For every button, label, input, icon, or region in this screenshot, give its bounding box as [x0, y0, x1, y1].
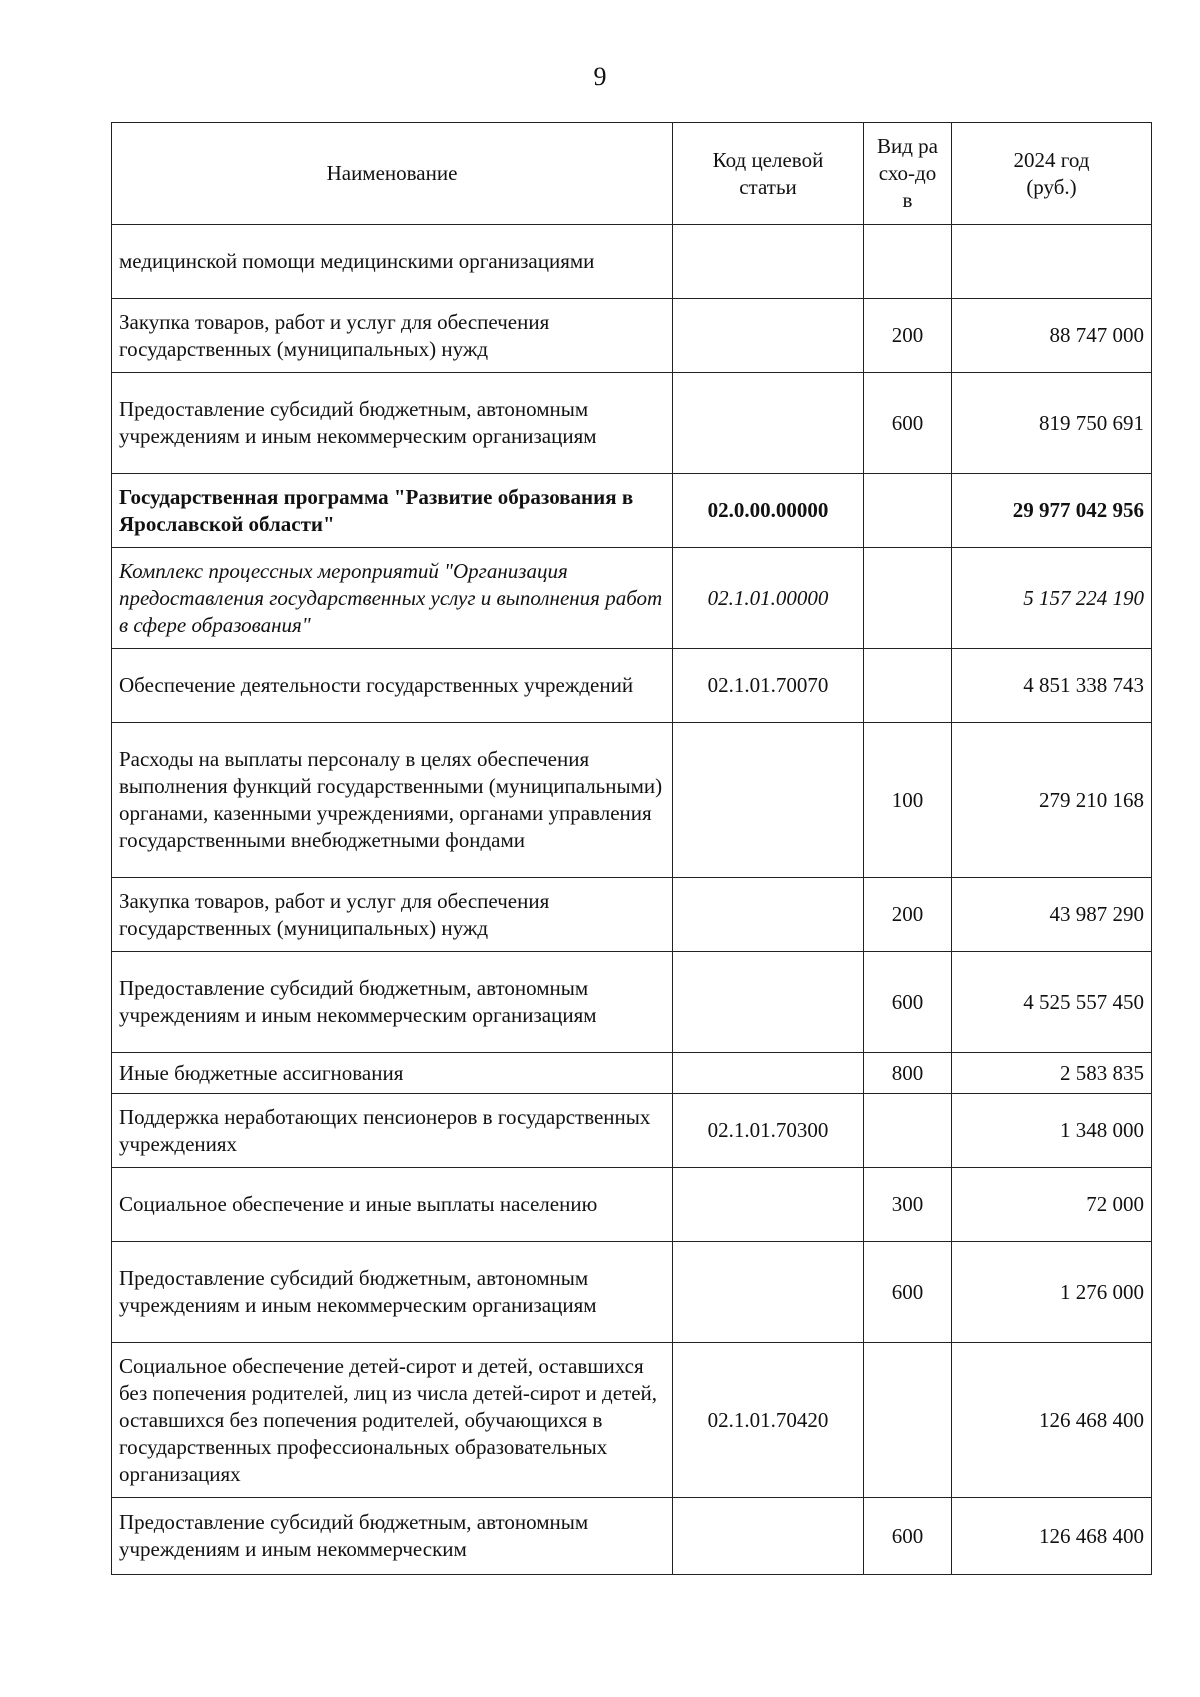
row-sum: 72 000 [952, 1168, 1152, 1242]
page-number: 9 [593, 62, 607, 91]
table-row-complex [112, 548, 1152, 649]
row-code [673, 952, 864, 1053]
row-sum: 43 987 290 [952, 878, 1152, 952]
row-type [864, 1343, 952, 1498]
table-row [112, 299, 1152, 373]
table-row [112, 649, 1152, 723]
row-name: Предоставление субсидий бюджетным, автономным учреждениям и иным некоммерческим организациям [112, 952, 673, 1053]
row-code: 02.1.01.70300 [673, 1094, 864, 1168]
row-sum: 4 851 338 743 [952, 649, 1152, 723]
row-code: 02.1.01.70070 [673, 649, 864, 723]
table-row [112, 1242, 1152, 1343]
row-name: Социальное обеспечение и иные выплаты населению [112, 1168, 673, 1242]
row-code: 02.0.00.00000 [673, 474, 864, 548]
row-type: 800 [864, 1053, 952, 1094]
row-sum: 1 348 000 [952, 1094, 1152, 1168]
row-name: Закупка товаров, работ и услуг для обеспечения государственных (муниципальных) нужд [112, 878, 673, 952]
row-type: 600 [864, 1242, 952, 1343]
row-sum: 29 977 042 956 [952, 474, 1152, 548]
row-name: Закупка товаров, работ и услуг для обеспечения государственных (муниципальных) нужд [112, 299, 673, 373]
row-code: 02.1.01.70420 [673, 1343, 864, 1498]
row-code [673, 225, 864, 299]
row-sum: 1 276 000 [952, 1242, 1152, 1343]
table-row [112, 1053, 1152, 1094]
row-name: Расходы на выплаты персоналу в целях обеспечения выполнения функций государственными (муниципальными) органами, казенными учреждениями, органами управления государственными внебюджетными фондами [112, 723, 673, 878]
table-row [112, 225, 1152, 299]
header-type-label: Вид расхо-дов [876, 134, 938, 212]
row-code [673, 373, 864, 474]
row-sum: 126 468 400 [952, 1498, 1152, 1575]
table-row [112, 1094, 1152, 1168]
row-code [673, 1053, 864, 1094]
row-type: 600 [864, 373, 952, 474]
row-name: Предоставление субсидий бюджетным, автономным учреждениям и иным некоммерческим организациям [112, 373, 673, 474]
table-row [112, 878, 1152, 952]
row-name: медицинской помощи медицинскими организациями [112, 225, 673, 299]
table-row [112, 1343, 1152, 1498]
header-sum [952, 123, 1152, 225]
row-type: 200 [864, 299, 952, 373]
row-type: 600 [864, 952, 952, 1053]
row-type: 600 [864, 1498, 952, 1575]
row-code [673, 1168, 864, 1242]
header-code-label: Код целевой статьи [712, 147, 824, 199]
row-type [864, 1094, 952, 1168]
row-name: Предоставление субсидий бюджетным, автономным учреждениям и иным некоммерческим [112, 1498, 673, 1575]
header-name: Наименование [112, 123, 673, 225]
header-type [864, 123, 952, 225]
row-name: Обеспечение деятельности государственных учреждений [112, 649, 673, 723]
row-type [864, 225, 952, 299]
table-row [112, 952, 1152, 1053]
row-type [864, 649, 952, 723]
table-row [112, 723, 1152, 878]
table-row-program [112, 474, 1152, 548]
table-row [112, 1168, 1152, 1242]
header-sum-label: 2024 год (руб.) [1013, 147, 1090, 199]
row-sum: 4 525 557 450 [952, 952, 1152, 1053]
row-code: 02.1.01.00000 [673, 548, 864, 649]
table-row [112, 373, 1152, 474]
row-sum: 279 210 168 [952, 723, 1152, 878]
row-name: Поддержка неработающих пенсионеров в государственных учреждениях [112, 1094, 673, 1168]
row-name: Социальное обеспечение детей-сирот и детей, оставшихся без попечения родителей, лиц из числа детей-сирот и детей, оставшихся без попечения родителей, обучающихся в государственных профессиональных образовательных организациях [112, 1343, 673, 1498]
row-code [673, 1242, 864, 1343]
row-code [673, 878, 864, 952]
row-name: Комплекс процессных мероприятий "Организация предоставления государственных услуг и выполнения работ в сфере образования" [112, 548, 673, 649]
row-type: 300 [864, 1168, 952, 1242]
row-code [673, 1498, 864, 1575]
budget-table [111, 122, 1152, 1575]
row-name: Иные бюджетные ассигнования [112, 1053, 673, 1094]
header-code [673, 123, 864, 225]
row-sum: 88 747 000 [952, 299, 1152, 373]
row-sum: 2 583 835 [952, 1053, 1152, 1094]
row-type: 200 [864, 878, 952, 952]
row-code [673, 723, 864, 878]
row-sum [952, 225, 1152, 299]
row-sum: 126 468 400 [952, 1343, 1152, 1498]
row-code [673, 299, 864, 373]
row-sum: 819 750 691 [952, 373, 1152, 474]
row-sum: 5 157 224 190 [952, 548, 1152, 649]
row-type [864, 548, 952, 649]
table-header-row [112, 123, 1152, 225]
row-type: 100 [864, 723, 952, 878]
row-name: Государственная программа "Развитие образования в Ярославской области" [112, 474, 673, 548]
row-type [864, 474, 952, 548]
row-name: Предоставление субсидий бюджетным, автономным учреждениям и иным некоммерческим организациям [112, 1242, 673, 1343]
table-row [112, 1498, 1152, 1575]
